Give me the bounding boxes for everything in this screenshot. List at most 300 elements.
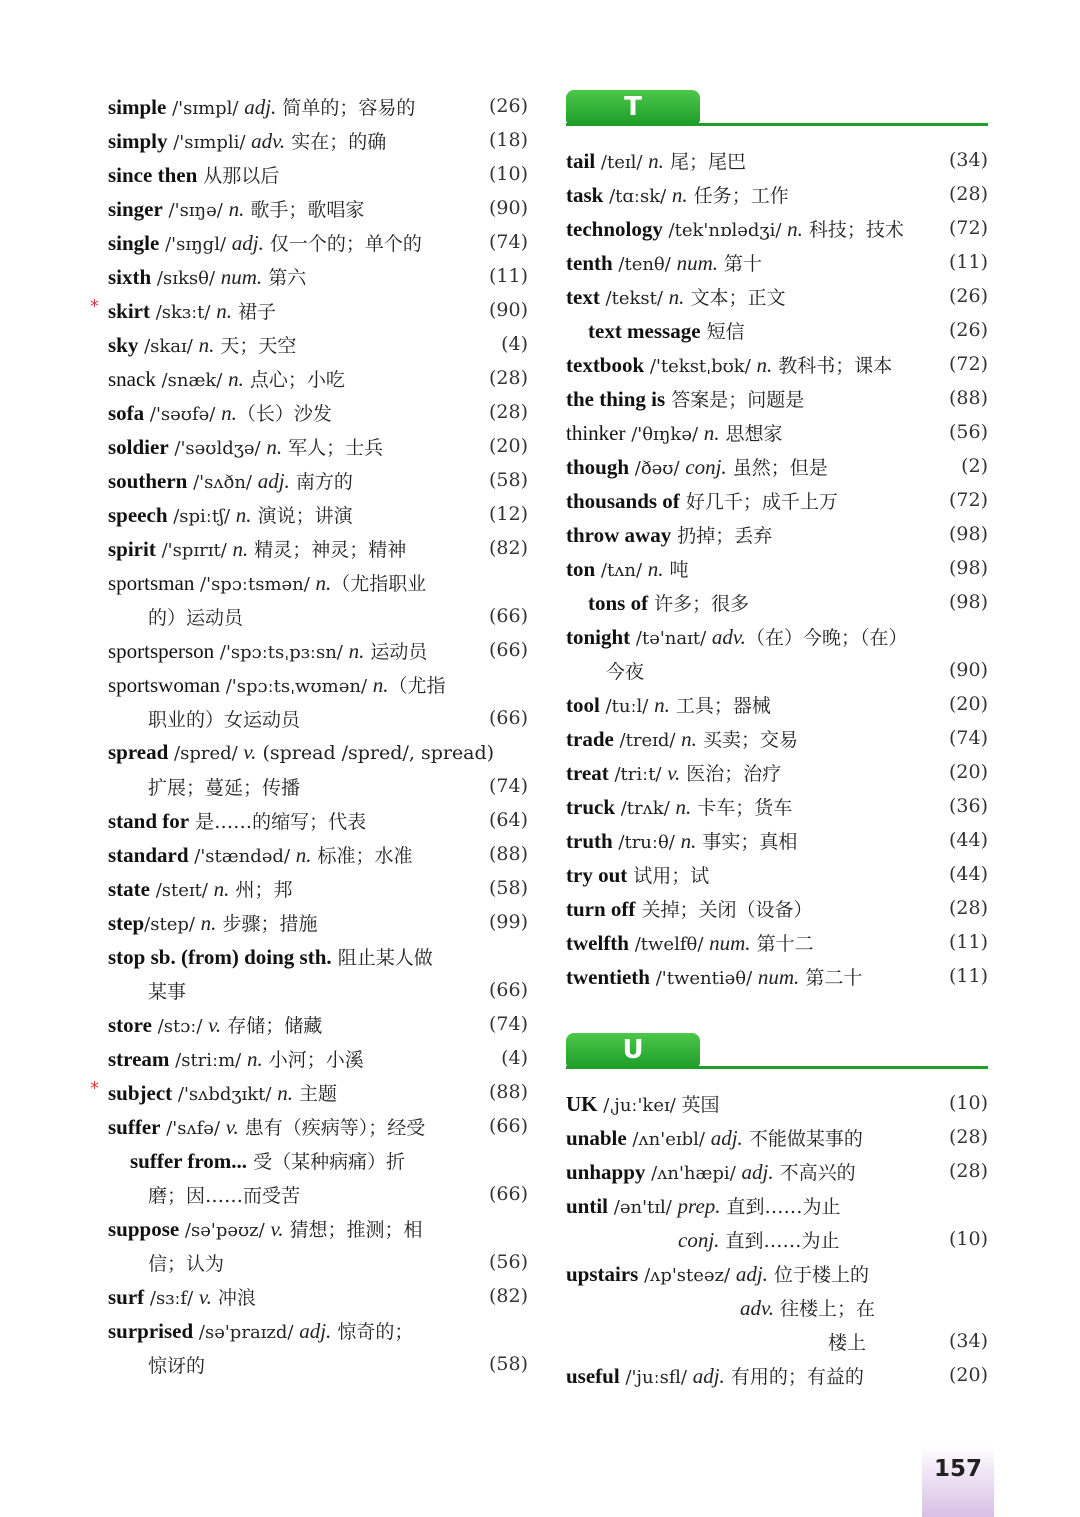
phonetic: /tə'naɪt/ [630, 627, 712, 649]
definition: 简单的；容易的 [276, 96, 416, 119]
part-of-speech: num. [757, 964, 800, 989]
page-reference: (66) [488, 1183, 528, 1205]
entry-text [108, 399, 489, 426]
headword: trade [566, 726, 614, 751]
phonetic: /'twentiəθ/ [649, 967, 758, 989]
part-of-speech: v. [208, 1012, 222, 1037]
phonetic: /treɪd/ [613, 729, 682, 751]
headword: simple [108, 94, 167, 119]
entry-text [108, 1045, 501, 1072]
entry-line [108, 1211, 528, 1245]
headword: throw away [566, 522, 672, 547]
phonetic: /ˌjuː'keɪ/ [597, 1094, 682, 1116]
entry-text [566, 249, 949, 276]
definition: 医治；治疗 [680, 762, 782, 785]
entry-line [108, 89, 528, 123]
entry-text [108, 229, 489, 256]
entry-line [566, 1324, 988, 1358]
phonetic: /tenθ/ [612, 253, 677, 275]
phonetic: /tuːl/ [599, 695, 655, 717]
definition: 职业的）女运动员 [148, 708, 301, 731]
entry-line [108, 735, 528, 769]
page-reference: (34) [948, 1330, 988, 1352]
part-of-speech: n. [266, 434, 283, 459]
page-reference: (34) [948, 149, 988, 171]
entry-line [108, 1313, 528, 1347]
definition: (spread /spred/, spread) [256, 741, 495, 764]
part-of-speech: adj. [257, 468, 290, 493]
definition: 往楼上；在 [774, 1297, 876, 1320]
phonetic: /'sɪŋə/ [162, 199, 229, 221]
entry-text [566, 929, 949, 956]
entry-line [108, 531, 528, 565]
definition: 阻止某人做 [331, 946, 433, 969]
part-of-speech: v. [270, 1216, 284, 1241]
page-reference: (20) [948, 1364, 988, 1386]
section-t-header [566, 90, 988, 130]
entry-line [566, 857, 988, 891]
headword: suffer from... [130, 1148, 248, 1173]
definition: 不能做某事的 [742, 1127, 863, 1150]
phonetic: /striːm/ [169, 1049, 247, 1071]
section-letter-tab: T [566, 90, 700, 124]
entry-line [566, 653, 988, 687]
definition: 直到……为止 [720, 1195, 841, 1218]
entry-line [108, 429, 528, 463]
entry-text [566, 895, 949, 922]
phonetic: /'sʌfə/ [160, 1117, 226, 1139]
page-reference: (20) [948, 761, 988, 783]
part-of-speech: n. [213, 876, 230, 901]
part-of-speech: n. [671, 182, 688, 207]
page-reference: (4) [501, 1047, 528, 1069]
definition: 从那以后 [197, 164, 280, 187]
entry-line [566, 415, 988, 449]
page-reference: (4) [501, 333, 528, 355]
headword: single [108, 230, 160, 255]
headword: spirit [108, 536, 156, 561]
part-of-speech: n. [295, 842, 312, 867]
phonetic: /ʌn'eɪbl/ [626, 1128, 711, 1150]
page-reference: (28) [948, 897, 988, 919]
headword: snack [108, 366, 156, 391]
part-of-speech: n. [198, 332, 215, 357]
headword: tool [566, 692, 600, 717]
entry-line [566, 1222, 988, 1256]
headword: the thing is [566, 386, 666, 411]
page-reference: (28) [948, 1160, 988, 1182]
entry-text [566, 1124, 949, 1151]
entry-text [108, 637, 489, 664]
headword: stand for [108, 808, 190, 833]
phonetic: /skɜːt/ [150, 301, 217, 323]
definition: 许多；很多 [648, 592, 750, 615]
headword: sportsman [108, 570, 195, 595]
definition: 惊奇的； [331, 1320, 414, 1343]
entry-text [108, 297, 489, 324]
entry-line [108, 1109, 528, 1143]
page-reference: (66) [488, 1115, 528, 1137]
definition: 演说；讲演 [251, 504, 353, 527]
part-of-speech: n. [315, 570, 332, 595]
page-reference: (2) [961, 455, 988, 477]
headword: southern [108, 468, 188, 493]
definition: 卡车；货车 [691, 796, 793, 819]
page-reference: (44) [948, 863, 988, 885]
definition: 事实；真相 [696, 830, 798, 853]
page-reference: (11) [948, 931, 988, 953]
page-reference: (74) [488, 1013, 528, 1035]
entry-line [566, 925, 988, 959]
section-letter-tab: U [566, 1033, 700, 1067]
phonetic: /'tekstˌbʊk/ [644, 355, 757, 377]
headword: stream [108, 1046, 170, 1071]
entry-text [566, 1362, 949, 1389]
headword: twentieth [566, 964, 650, 989]
part-of-speech: n. [647, 556, 664, 581]
definition: 直到……为止 [719, 1229, 840, 1252]
page-reference: (88) [488, 843, 528, 865]
headword: textbook [566, 352, 645, 377]
part-of-speech: n. [228, 196, 245, 221]
part-of-speech: n. [648, 148, 664, 173]
page-reference: (99) [488, 911, 528, 933]
definition: 患有（疾病等）；经受 [238, 1116, 426, 1139]
definition: 小河；小溪 [262, 1048, 364, 1071]
entry-line [108, 327, 528, 361]
definition: 买卖；交易 [696, 728, 798, 751]
part-of-speech: num. [709, 930, 751, 955]
entry-text [108, 331, 501, 358]
entry-text [566, 827, 949, 854]
headword: standard [108, 842, 189, 867]
page-reference: (74) [948, 727, 988, 749]
entry-line [90, 293, 528, 327]
headword: text message [588, 318, 701, 343]
headword: try out [566, 862, 628, 887]
part-of-speech: adj. [692, 1363, 725, 1388]
entry-line [566, 1154, 988, 1188]
entry-line [566, 1086, 988, 1120]
entry-text [566, 487, 949, 514]
entry-text [566, 589, 949, 616]
page-reference: (11) [948, 965, 988, 987]
part-of-speech: n. [756, 352, 773, 377]
definition: 主题 [292, 1082, 337, 1105]
definition: 第二十 [799, 966, 863, 989]
part-of-speech: adv. [740, 1295, 775, 1320]
definition: 运动员 [364, 640, 428, 663]
entry-text [566, 963, 949, 990]
page-reference: (26) [488, 95, 528, 117]
entry-text [108, 671, 528, 698]
phonetic: /'spɪrɪt/ [155, 539, 233, 561]
entry-line [108, 395, 528, 429]
phonetic: /'θɪŋkə/ [625, 423, 704, 445]
page-reference: (64) [488, 809, 528, 831]
part-of-speech: num. [676, 250, 718, 275]
part-of-speech: n. [654, 692, 670, 717]
entry-line [566, 211, 988, 245]
entry-line [566, 959, 988, 993]
definition: 惊讶的 [148, 1354, 206, 1377]
page-reference: (82) [488, 537, 528, 559]
definition: 信；认为 [148, 1252, 225, 1275]
part-of-speech: n. [246, 1046, 263, 1071]
page-reference: (98) [948, 523, 988, 545]
entry-text [566, 1260, 988, 1287]
phonetic: /'səʊfə/ [144, 403, 222, 425]
entry-text [108, 195, 489, 222]
headword: thinker [566, 420, 626, 445]
definition: （尤指职业 [331, 572, 427, 595]
entry-line [566, 687, 988, 721]
entry-line [108, 157, 528, 191]
entry-text [566, 691, 949, 718]
page-reference: (28) [948, 1126, 988, 1148]
entry-text [566, 419, 949, 446]
definition: 英国 [681, 1093, 720, 1116]
entry-line [566, 755, 988, 789]
entry-text [108, 501, 489, 528]
definition: （长）沙发 [236, 402, 332, 425]
entry-text [566, 1090, 949, 1117]
phonetic: /'sʌðn/ [187, 471, 258, 493]
entry-text [108, 1079, 489, 1106]
definition: 南方的 [289, 470, 353, 493]
asterisk-icon: * [90, 1078, 99, 1099]
entry-line [566, 789, 988, 823]
entry-text [566, 521, 949, 548]
entry-text [108, 1215, 528, 1242]
headword: tenth [566, 250, 613, 275]
entry-line [108, 1347, 528, 1381]
page-reference: (72) [948, 489, 988, 511]
definition: 第十 [717, 252, 763, 275]
entry-text [566, 1294, 988, 1321]
entry-text [566, 215, 949, 242]
definition: 的）运动员 [148, 606, 244, 629]
part-of-speech: n. [200, 910, 217, 935]
entry-line [566, 891, 988, 925]
headword: surf [108, 1284, 145, 1309]
definition: 某事 [148, 980, 187, 1003]
phonetic: /step/ [144, 913, 201, 935]
part-of-speech: v. [225, 1114, 239, 1139]
page-reference: (10) [948, 1092, 988, 1114]
headword: tons of [588, 590, 649, 615]
part-of-speech: n. [221, 400, 237, 425]
headword: skirt [108, 298, 150, 323]
headword: sportswoman [108, 672, 220, 697]
definition: （尤指 [388, 674, 446, 697]
entry-text [566, 1192, 988, 1219]
part-of-speech: n. [348, 638, 365, 663]
entry-line [566, 279, 988, 313]
entry-line [108, 1143, 528, 1177]
phonetic: /'spɔːtsmən/ [194, 573, 316, 595]
phonetic: /'spɔːtsˌpɜːsn/ [214, 641, 349, 663]
entry-text [108, 1113, 489, 1140]
definition: 教科书；课本 [772, 354, 893, 377]
entry-line [108, 191, 528, 225]
phonetic: /sɪksθ/ [151, 267, 221, 289]
entry-text [566, 317, 949, 344]
headword: step [108, 910, 145, 935]
entry-line [108, 803, 528, 837]
part-of-speech: n. [232, 536, 249, 561]
headword: turn off [566, 896, 636, 921]
headword: state [108, 876, 150, 901]
part-of-speech: n. [680, 828, 697, 853]
entry-line [566, 585, 988, 619]
part-of-speech: n. [216, 298, 232, 323]
phonetic: /teɪl/ [595, 151, 649, 173]
definition: 标准；水准 [311, 844, 413, 867]
definition: （在）今晚；（在） [745, 626, 908, 649]
definition: 吨 [663, 558, 689, 581]
entry-line [108, 565, 528, 599]
entry-line [566, 551, 988, 585]
part-of-speech: conj. [685, 454, 727, 479]
entry-text [108, 807, 489, 834]
phonetic: /'juːsfl/ [619, 1366, 693, 1388]
entry-line [566, 177, 988, 211]
part-of-speech: n. [703, 420, 720, 445]
part-of-speech: adj. [299, 1318, 332, 1343]
phonetic: /tʌn/ [595, 559, 648, 581]
definition: 步骤；措施 [216, 912, 318, 935]
definition: 第六 [262, 266, 307, 289]
page-reference: (90) [488, 299, 528, 321]
headword: sky [108, 332, 139, 357]
page-reference: (66) [488, 605, 528, 627]
part-of-speech: v. [667, 760, 681, 785]
phonetic: /'sʌbdʒɪkt/ [172, 1083, 278, 1105]
part-of-speech: adv. [711, 624, 746, 649]
definition: 冲浪 [211, 1286, 256, 1309]
entry-line [566, 483, 988, 517]
headword: sportsperson [108, 638, 215, 663]
definition: 天；天空 [214, 334, 297, 357]
part-of-speech: adj. [244, 94, 277, 119]
entry-text [566, 351, 949, 378]
entry-line [566, 823, 988, 857]
definition: 裙子 [231, 300, 276, 323]
phonetic: /twelfθ/ [628, 933, 710, 955]
headword: since then [108, 162, 198, 187]
entry-line [108, 1279, 528, 1313]
entry-line [566, 313, 988, 347]
headword: until [566, 1193, 609, 1218]
entry-text [566, 623, 988, 650]
headword: unable [566, 1125, 627, 1150]
phonetic: /skaɪ/ [138, 335, 199, 357]
entry-line [566, 347, 988, 381]
entry-text [108, 603, 489, 630]
definition: 存储；储藏 [221, 1014, 323, 1037]
headword: subject [108, 1080, 173, 1105]
entry-text [566, 555, 949, 582]
definition: 尾；尾巴 [663, 150, 746, 173]
definition: 思想家 [719, 422, 783, 445]
definition: 关掉；关闭（设备） [635, 898, 813, 921]
definition: 扔掉；丢弃 [671, 524, 773, 547]
entry-text [108, 1181, 489, 1208]
page-reference: (44) [948, 829, 988, 851]
entry-line [566, 245, 988, 279]
definition: 实在；的确 [285, 130, 387, 153]
part-of-speech: n. [235, 502, 252, 527]
section-rule [566, 1066, 988, 1069]
headword: sixth [108, 264, 152, 289]
headword: truth [566, 828, 613, 853]
page-reference: (74) [488, 775, 528, 797]
part-of-speech: n. [372, 672, 389, 697]
definition: 不高兴的 [773, 1161, 856, 1184]
entry-text [108, 841, 489, 868]
phonetic: /stɔː/ [151, 1015, 209, 1037]
entry-line [108, 667, 528, 701]
headword: upstairs [566, 1261, 639, 1286]
page-reference: (12) [488, 503, 528, 525]
page-reference: (10) [948, 1228, 988, 1250]
headword: treat [566, 760, 609, 785]
headword: text [566, 284, 600, 309]
entry-text [566, 1158, 949, 1185]
definition: 今夜 [606, 660, 645, 683]
page-reference: (36) [948, 795, 988, 817]
definition: 有用的；有益的 [724, 1365, 864, 1388]
phonetic: /ən'tɪl/ [608, 1196, 678, 1218]
page-reference: (28) [948, 183, 988, 205]
entry-line [566, 721, 988, 755]
definition: 试用；试 [627, 864, 710, 887]
phonetic: /triːt/ [608, 763, 668, 785]
part-of-speech: adv. [251, 128, 286, 153]
definition: 工具；器械 [669, 694, 771, 717]
headword: soldier [108, 434, 169, 459]
entry-text [566, 1226, 949, 1253]
entry-line [90, 1075, 528, 1109]
definition: 虽然；但是 [726, 456, 828, 479]
page-reference: (88) [948, 387, 988, 409]
entry-line [108, 701, 528, 735]
phonetic: /tekst/ [599, 287, 669, 309]
definition: 科技；技术 [802, 218, 904, 241]
definition: 精灵；神灵；精神 [248, 538, 407, 561]
page-reference: (10) [488, 163, 528, 185]
headword: unhappy [566, 1159, 646, 1184]
phonetic: /spred/ [168, 742, 244, 764]
part-of-speech: adj. [710, 1125, 743, 1150]
entry-text [566, 1328, 949, 1355]
entry-text [108, 1249, 489, 1276]
entry-line [566, 143, 988, 177]
phonetic: /sə'pəʊz/ [179, 1219, 271, 1241]
part-of-speech: adj. [231, 230, 264, 255]
entry-text [108, 705, 489, 732]
page-reference: (66) [488, 979, 528, 1001]
entry-line [108, 599, 528, 633]
part-of-speech: num. [220, 264, 263, 289]
headword: ton [566, 556, 596, 581]
page-reference: (82) [488, 1285, 528, 1307]
definition: 磨；因……而受苦 [148, 1184, 301, 1207]
entry-line [108, 1245, 528, 1279]
phonetic: /steɪt/ [149, 879, 214, 901]
entry-text [108, 909, 489, 936]
